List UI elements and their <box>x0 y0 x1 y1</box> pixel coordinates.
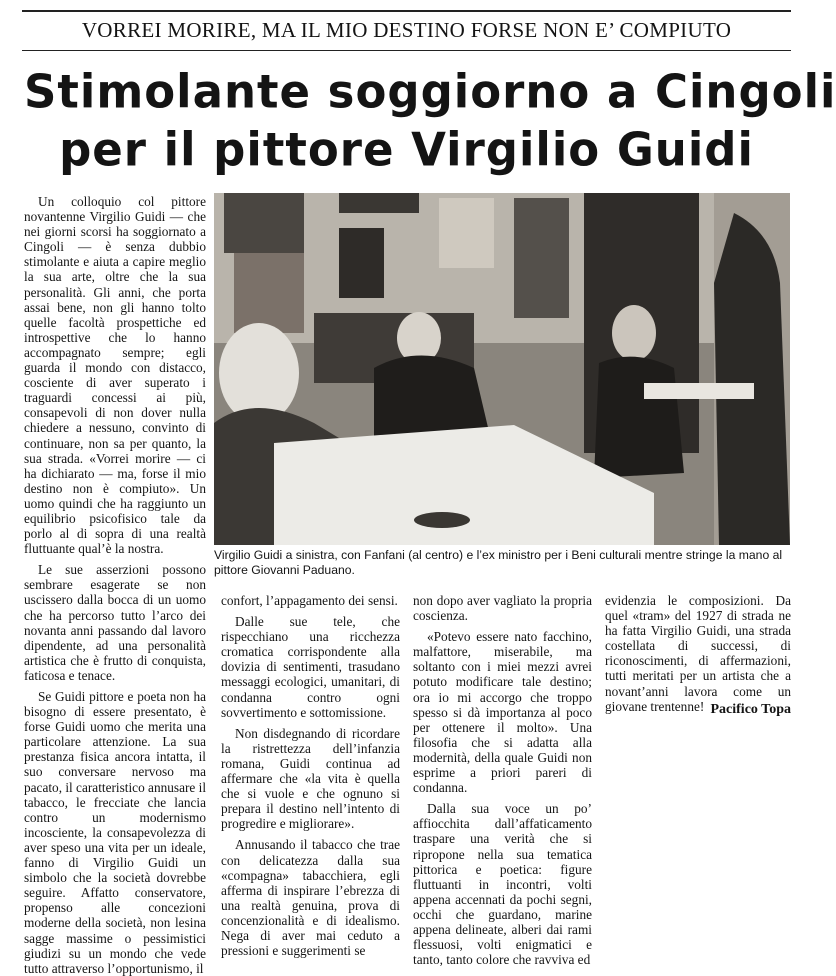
paragraph: Dalle sue tele, che rispecchiano una ricchezza cromatica corrispondente alla dovizia di sentimenti, trasudano messaggi ecologici, umanitari, di condanna contro ogni sovvertimento e sottomissione. <box>221 614 400 720</box>
paragraph: Un colloquio col pittore novantenne Virgilio Guidi — che nei giorni scorsi ha soggiornato a Cingoli — è senza dubbio stimolante e aiuta a capire meglio la sua arte, oltre che la sua personalità. Gli anni, che porta assai bene, non gli hanno tolto quelle facoltà prospettiche ed introspettive che lo hanno accompagnato sempre; egli guarda il mondo con distacco, cosciente di aver superato i traguardi concessi ai più, consapevoli di non dover nulla chiedere a nessuno, convinto di continuare, non sa per quanto, la sua strada. «Vorrei morire — ci ha dichiarato — ma, forse il mio destino non è compiuto». Un uomo quindi che ha raggiunto un equilibrio psicofisico tale da porlo al di sopra di una realtà fluttuante qual’è la nostra. <box>24 194 206 557</box>
headline-line-2: per il pittore Virgilio Guidi <box>59 122 754 177</box>
photo-caption: Virgilio Guidi a sinistra, con Fanfani (al centro) e l’ex ministro per i Beni culturali mentre stringe la mano al pittore Giovanni Paduano. <box>214 548 783 577</box>
paragraph: Le sue asserzioni possono sembrare esagerate se non uscissero dalla bocca di un uomo che ha percorso tutto l’arco dei novanta anni passando dal lavoro dipendente, ad una personalità artistica che è frutto di conquista, faticosa e tenace. <box>24 562 206 683</box>
paragraph: Se Guidi pittore e poeta non ha bisogno di essere presentato, è forse Guidi uomo che merita una particolare attenzione. La sua prestanza fisica ancora intatta, il suo conversare nervoso ma pacato, il caratteristico annusare il tabacco, le frecciate che lancia contro un modernismo incosciente, la consapevolezza di aver speso una vita per un ideale, fanno di Virgilio Guidi un simbolo che la società dovrebbe seguire. Affatto conservatore, propenso alle concezioni moderne della società, non lesina sagge massime o pessimistici giudizi su un mondo che vede tutto attraverso l’opportunismo, il <box>24 689 207 976</box>
paragraph: Annusando il tabacco che trae con delicatezza dalla sua «compagna» tabacchiera, egli afferma di inspirare l’ebrezza di una realtà genuina, prova di concenzionalità e di idealismo. Nega di aver mai ceduto a pressioni e suggerimenti se <box>221 837 400 959</box>
article-column-3 <box>413 593 592 968</box>
paragraph: Non disdegnando di ricordare la ristrettezza dell’infanzia romana, Guidi continua ad affermare che «la vita è quella che si vuole e che ognuno si prepara il destino nell’intento di progredire e migliorare». <box>221 725 400 832</box>
kicker-rule <box>22 50 791 51</box>
photo-illustration <box>214 193 790 545</box>
paragraph: non dopo aver vagliato la propria coscienza. <box>413 593 592 624</box>
paragraph: evidenzia le composizioni. Da quel «tram» del 1927 di strada ne ha fatta Virgilio Guidi, una strada costellata di successi, di riconoscimenti, di affermazioni, tutti meritati per un artista che a novant’anni lavora come un giovane trentenne! <box>605 593 791 714</box>
paragraph: confort, l’appagamento dei sensi. <box>221 593 398 608</box>
article-column-2 <box>221 593 400 959</box>
paragraph: Dalla sua voce un po’ affiocchita dall’affaticamento traspare una verità che si ripropone nella sua tematica pittorica e poetica: figure fluttuanti in incontri, volti appena accennati da pochi segni, occhi che guardano, marine appena delineate, alberi dai rami flessuosi, volti enigmatici e tanto, tanto colore che ravviva ed <box>413 801 592 968</box>
article-column-1 <box>24 194 207 976</box>
kicker: VORREI MORIRE, MA IL MIO DESTINO FORSE NON E’ COMPIUTO <box>81 18 732 42</box>
paragraph: «Potevo essere nato facchino, malfattore, miserabile, ma soltanto con i miei mezzi avrei potuto modificare tale destino; ora io mi accorgo che troppo spesso si dà importanza al poco per ottenere il molto». Una filosofia che si adatta alla modernità, della quale Guidi non esprime a priori pareri di condanna. <box>413 629 592 796</box>
article-photo <box>214 193 790 545</box>
top-rule <box>22 10 791 12</box>
author-signature: Pacifico Topa <box>710 702 791 717</box>
headline-line-1: Stimolante soggiorno a Cingoli <box>24 64 836 119</box>
